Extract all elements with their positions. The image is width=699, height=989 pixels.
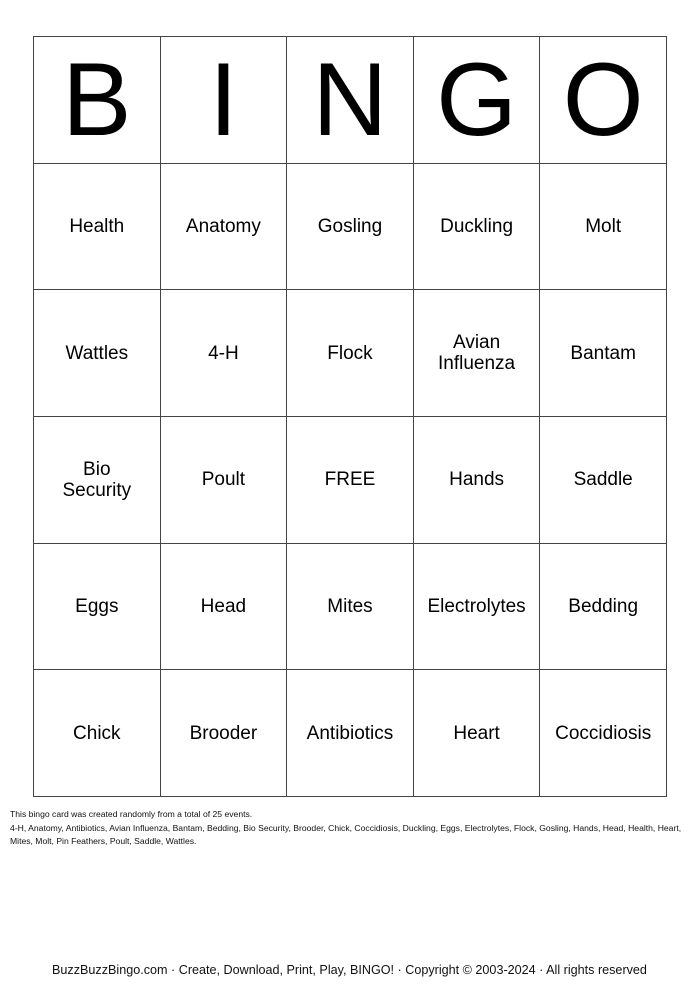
bingo-card bbox=[33, 36, 667, 797]
grid-cell: Poult bbox=[161, 417, 288, 544]
grid-cell: Flock bbox=[287, 290, 414, 417]
header-letter-b: B bbox=[34, 37, 161, 164]
header-letter-o: O bbox=[540, 37, 667, 164]
grid-cell: Health bbox=[34, 164, 161, 291]
grid-cell: Duckling bbox=[414, 164, 541, 291]
grid-cell: 4-H bbox=[161, 290, 288, 417]
grid-row-3 bbox=[34, 417, 667, 544]
page-footer: BuzzBuzzBingo.com · Create, Download, Print, Play, BINGO! · Copyright © 2003-2024 · All rights reserved bbox=[52, 963, 647, 977]
header-row bbox=[34, 37, 667, 164]
card-footnote bbox=[10, 808, 692, 849]
footnote-event-list: 4-H, Anatomy, Antibiotics, Avian Influenza, Bantam, Bedding, Bio Security, Brooder, Chick, Coccidiosis, Duckling, Eggs, Electrolytes, Flock, Gosling, Hands, Head, Health, Heart, Mites, Molt, Pin Feathers, Poult, Saddle, Wattles. bbox=[10, 822, 682, 846]
grid-cell: Wattles bbox=[34, 290, 161, 417]
grid-cell: Coccidiosis bbox=[540, 670, 667, 797]
grid-cell: Brooder bbox=[161, 670, 288, 797]
footnote-intro: This bingo card was created randomly from a total of 25 events. bbox=[10, 809, 253, 819]
grid-cell: Bantam bbox=[540, 290, 667, 417]
grid-cell: Head bbox=[161, 544, 288, 671]
grid-cell: Avian Influenza bbox=[414, 290, 541, 417]
grid-row-4 bbox=[34, 544, 667, 671]
grid-cell: Saddle bbox=[540, 417, 667, 544]
header-letter-n: N bbox=[287, 37, 414, 164]
grid-row-5 bbox=[34, 670, 667, 797]
grid-cell: Molt bbox=[540, 164, 667, 291]
grid-cell: Mites bbox=[287, 544, 414, 671]
grid-cell: Chick bbox=[34, 670, 161, 797]
grid-cell: Eggs bbox=[34, 544, 161, 671]
grid-cell: Antibiotics bbox=[287, 670, 414, 797]
header-letter-g: G bbox=[414, 37, 541, 164]
grid-row-2 bbox=[34, 290, 667, 417]
grid-cell: Hands bbox=[414, 417, 541, 544]
grid-cell: Bedding bbox=[540, 544, 667, 671]
grid-cell: Anatomy bbox=[161, 164, 288, 291]
header-letter-i: I bbox=[161, 37, 288, 164]
grid-cell: Heart bbox=[414, 670, 541, 797]
grid-row-1 bbox=[34, 164, 667, 291]
grid-cell: Gosling bbox=[287, 164, 414, 291]
grid-cell: Bio Security bbox=[34, 417, 161, 544]
free-space-cell: FREE bbox=[287, 417, 414, 544]
grid-cell: Electrolytes bbox=[414, 544, 541, 671]
